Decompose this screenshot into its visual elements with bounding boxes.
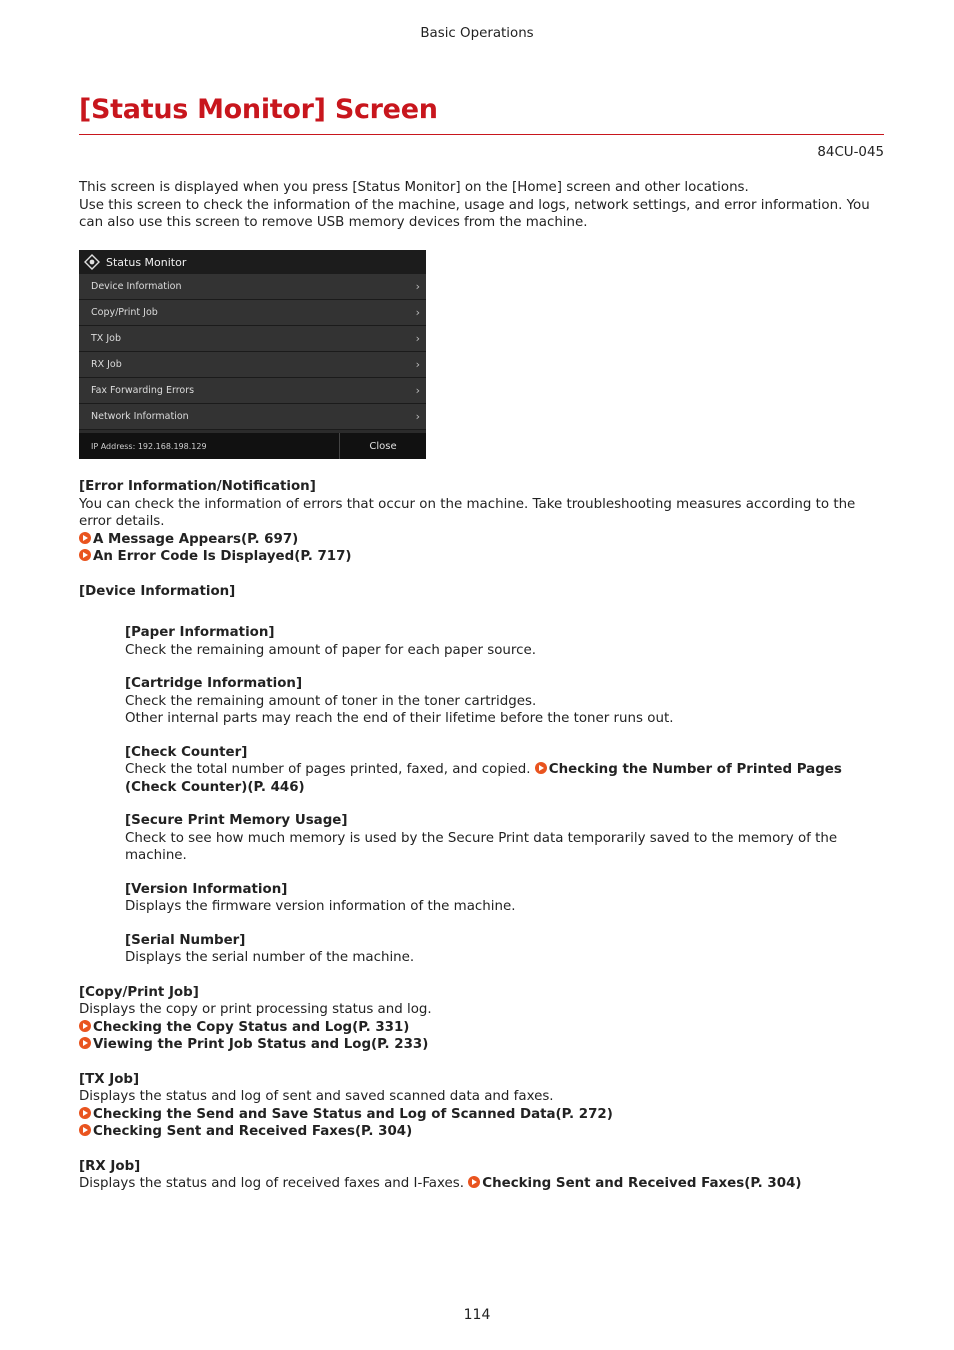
link-arrow-icon — [468, 1176, 480, 1188]
subsection-title: [Cartridge Information] — [125, 676, 303, 691]
link-arrow-icon — [79, 1037, 91, 1049]
panel-item-rx-job[interactable] — [79, 352, 426, 378]
link-message-appears[interactable]: A Message Appears(P. 697) — [79, 531, 884, 549]
link-arrow-icon — [79, 1020, 91, 1032]
link-rx-sent-received-faxes[interactable]: Checking Sent and Received Faxes(P. 304) — [468, 1176, 801, 1191]
subsection-paper-information — [125, 624, 884, 659]
panel-item-label: Copy/Print Job — [91, 307, 158, 318]
link-arrow-icon — [79, 532, 91, 544]
link-print-job-status[interactable]: Viewing the Print Job Status and Log(P. 233) — [79, 1036, 884, 1054]
section-rx-job — [79, 1158, 884, 1193]
subsection-version-information — [125, 881, 884, 916]
panel-item-copy-print-job[interactable] — [79, 300, 426, 326]
link-arrow-icon — [79, 1124, 91, 1136]
panel-item-label: Fax Forwarding Errors — [91, 385, 195, 396]
title-rule — [79, 134, 884, 135]
subsection-title: [Paper Information] — [125, 625, 275, 640]
chevron-right-icon: › — [415, 332, 420, 345]
subsection-text: Other internal parts may reach the end of their lifetime before the toner runs out. — [125, 711, 674, 726]
panel-footer — [79, 433, 426, 459]
panel-item-fax-forwarding-errors[interactable] — [79, 378, 426, 404]
subsection-serial-number — [125, 932, 884, 967]
section-error-information — [79, 478, 884, 566]
panel-item-device-information[interactable] — [79, 274, 426, 300]
section-tx-job — [79, 1071, 884, 1141]
section-title: [RX Job] — [79, 1158, 141, 1174]
section-text: Displays the copy or print processing status and log. — [79, 1002, 432, 1017]
subsection-text: Displays the firmware version information of the machine. — [125, 899, 516, 914]
section-device-information — [79, 583, 884, 967]
link-send-save-status[interactable]: Checking the Send and Save Status and Log of Scanned Data(P. 272) — [79, 1106, 884, 1124]
link-sent-received-faxes[interactable]: Checking Sent and Received Faxes(P. 304) — [79, 1123, 884, 1141]
chevron-right-icon: › — [415, 280, 420, 293]
subsection-check-counter — [125, 744, 884, 797]
status-monitor-icon — [84, 254, 100, 270]
subsection-text: Check the remaining amount of paper for each paper source. — [125, 642, 536, 658]
chevron-right-icon: › — [415, 410, 420, 423]
panel-menu — [79, 274, 426, 430]
section-title: [Error Information/Notification] — [79, 479, 316, 494]
document-id: 84CU-045 — [817, 145, 884, 160]
intro-text — [79, 179, 884, 232]
subsection-text: Check to see how much memory is used by the Secure Print data temporarily saved to the memory of the machine. — [125, 830, 838, 863]
subsection-title: [Serial Number] — [125, 932, 246, 948]
link-arrow-icon — [79, 549, 91, 561]
section-text: Displays the status and log of sent and saved scanned data and faxes. — [79, 1089, 554, 1104]
section-copy-print-job — [79, 984, 884, 1054]
link-arrow-icon — [535, 762, 547, 774]
link-arrow-icon — [79, 1107, 91, 1119]
page-content — [79, 478, 884, 1210]
panel-title: Status Monitor — [106, 255, 187, 269]
page-number: 114 — [463, 1307, 491, 1323]
section-title: [TX Job] — [79, 1071, 140, 1087]
section-text: Displays the status and log of received faxes and I-Faxes. Checking Sent and Received Faxes(P. 304) — [79, 1176, 802, 1191]
intro-line-1: This screen is displayed when you press [Status Monitor] on the [Home] screen and other locations. — [79, 180, 749, 195]
link-error-code[interactable]: An Error Code Is Displayed(P. 717) — [79, 548, 884, 566]
panel-item-tx-job[interactable] — [79, 326, 426, 352]
section-title: [Device Information] — [79, 583, 236, 599]
page-title: [Status Monitor] Screen — [79, 94, 438, 125]
subsection-cartridge-information — [125, 675, 884, 728]
subsection-text: Check the total number of pages printed, faxed, and copied. Checking the Number of Printed Pages (Check Counter)(P. 446) — [125, 762, 842, 795]
ip-address: IP Address: 192.168.198.129 — [91, 441, 207, 451]
subsection-title: [Secure Print Memory Usage] — [125, 813, 348, 828]
panel-item-label: RX Job — [91, 359, 122, 370]
chevron-right-icon: › — [415, 384, 420, 397]
chevron-right-icon: › — [415, 358, 420, 371]
subsection-title: [Version Information] — [125, 881, 288, 897]
panel-item-label: Device Information — [91, 281, 182, 292]
panel-header — [79, 250, 426, 274]
subsection-title: [Check Counter] — [125, 744, 248, 760]
subsection-secure-print-memory — [125, 812, 884, 865]
intro-line-2: Use this screen to check the information of the machine, usage and logs, network settings, and error information. You can also use this screen to remove USB memory devices from the machine. — [79, 197, 870, 230]
panel-item-label: Network Information — [91, 411, 189, 422]
close-button[interactable]: Close — [339, 433, 426, 459]
running-header: Basic Operations — [420, 26, 534, 41]
link-check-counter[interactable]: Checking the Number of Printed Pages (Check Counter)(P. 446) — [125, 762, 842, 795]
subsection-text: Displays the serial number of the machine. — [125, 950, 415, 965]
subsection-text: Check the remaining amount of toner in the toner cartridges. — [125, 693, 537, 709]
section-title: [Copy/Print Job] — [79, 984, 199, 1000]
panel-item-label: TX Job — [91, 333, 121, 344]
link-copy-status[interactable]: Checking the Copy Status and Log(P. 331) — [79, 1019, 884, 1037]
chevron-right-icon: › — [415, 306, 420, 319]
section-text: You can check the information of errors that occur on the machine. Take troubleshooting measures according to the error details. — [79, 496, 856, 529]
status-monitor-screenshot — [79, 250, 426, 459]
panel-item-network-information[interactable] — [79, 404, 426, 430]
